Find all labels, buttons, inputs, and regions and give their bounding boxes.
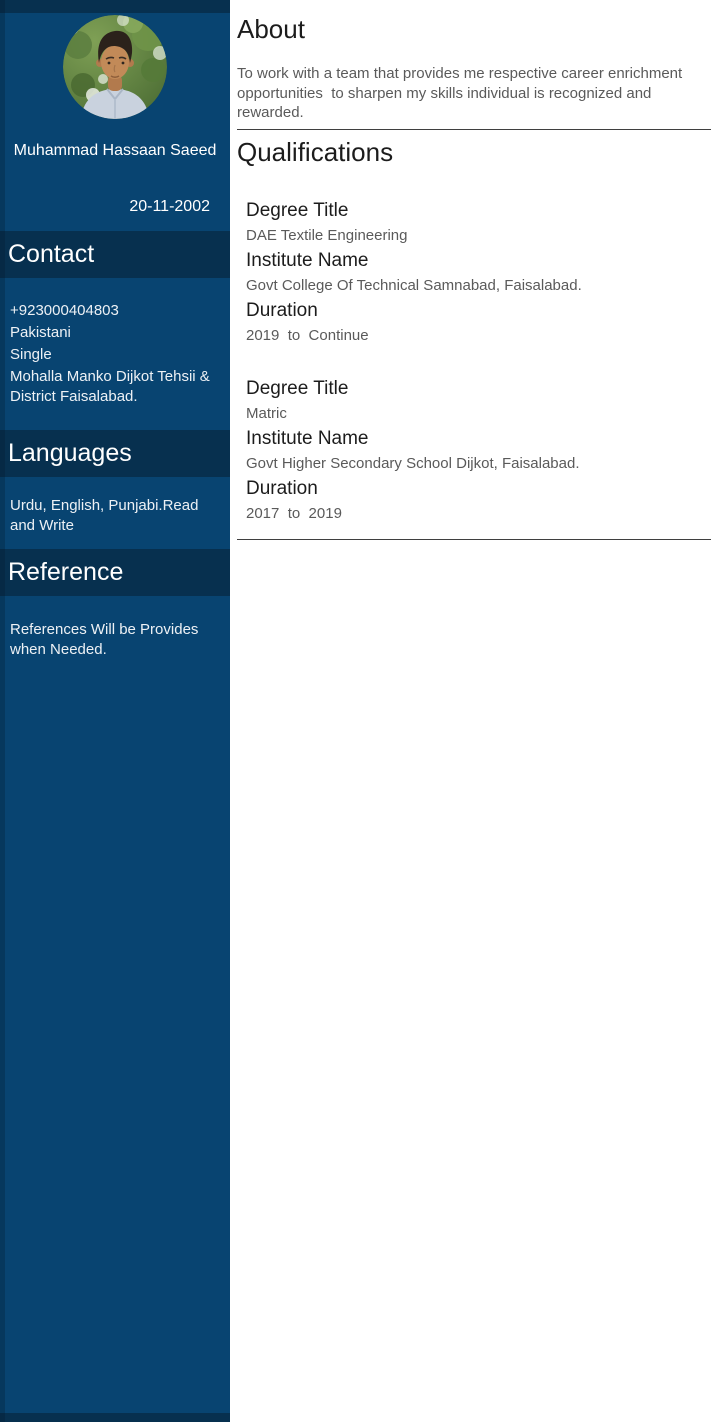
section-divider bbox=[237, 129, 711, 130]
contact-details bbox=[0, 278, 230, 406]
profile-photo bbox=[63, 15, 167, 119]
institute-name-value: Govt Higher Secondary School Dijkot, Faisalabad. bbox=[246, 454, 580, 472]
section-header-contact: Contact bbox=[0, 231, 230, 278]
reference-details bbox=[0, 596, 230, 659]
languages-details bbox=[0, 477, 230, 535]
institute-name-label: Institute Name bbox=[246, 249, 369, 271]
section-header-languages: Languages bbox=[0, 430, 230, 477]
reference-text: References Will be Provides when Needed. bbox=[10, 621, 199, 658]
section-divider bbox=[237, 539, 711, 540]
degree-title-label: Degree Title bbox=[246, 199, 349, 221]
about-text: To work with a team that provides me respective career enrichment opportunities to sharpen my skills individual is recognized and rewarded. bbox=[237, 65, 687, 121]
qualification-entry bbox=[237, 197, 711, 347]
birth-date: 20-11-2002 bbox=[129, 198, 210, 215]
duration-value: 2017 to 2019 bbox=[246, 504, 342, 522]
qualifications-title: Qualifications bbox=[237, 136, 394, 167]
nationality: Pakistani bbox=[10, 324, 71, 341]
languages-text: Urdu, English, Punjabi.Read and Write bbox=[10, 497, 199, 534]
qualification-entry bbox=[237, 375, 711, 525]
institute-name-value: Govt College Of Technical Samnabad, Faisalabad. bbox=[246, 276, 582, 294]
degree-title-value: Matric bbox=[246, 404, 287, 422]
address: Mohalla Manko Dijkot Tehsii & District Faisalabad. bbox=[10, 368, 210, 405]
main-content bbox=[230, 0, 720, 1422]
sidebar-bottom-edge bbox=[0, 1413, 230, 1422]
about-title: About bbox=[237, 14, 305, 44]
section-header-reference: Reference bbox=[0, 549, 230, 596]
profile-photo-image-icon bbox=[63, 15, 167, 119]
duration-label: Duration bbox=[246, 477, 318, 499]
phone-number: +923000404803 bbox=[10, 302, 119, 319]
sidebar-top-edge bbox=[0, 0, 230, 13]
sidebar bbox=[0, 0, 230, 1422]
duration-label: Duration bbox=[246, 299, 318, 321]
duration-value: 2019 to Continue bbox=[246, 326, 369, 344]
institute-name-label: Institute Name bbox=[246, 427, 369, 449]
marital-status: Single bbox=[10, 346, 52, 363]
degree-title-value: DAE Textile Engineering bbox=[246, 226, 408, 244]
profile-name: Muhammad Hassaan Saeed bbox=[13, 142, 217, 159]
degree-title-label: Degree Title bbox=[246, 377, 349, 399]
